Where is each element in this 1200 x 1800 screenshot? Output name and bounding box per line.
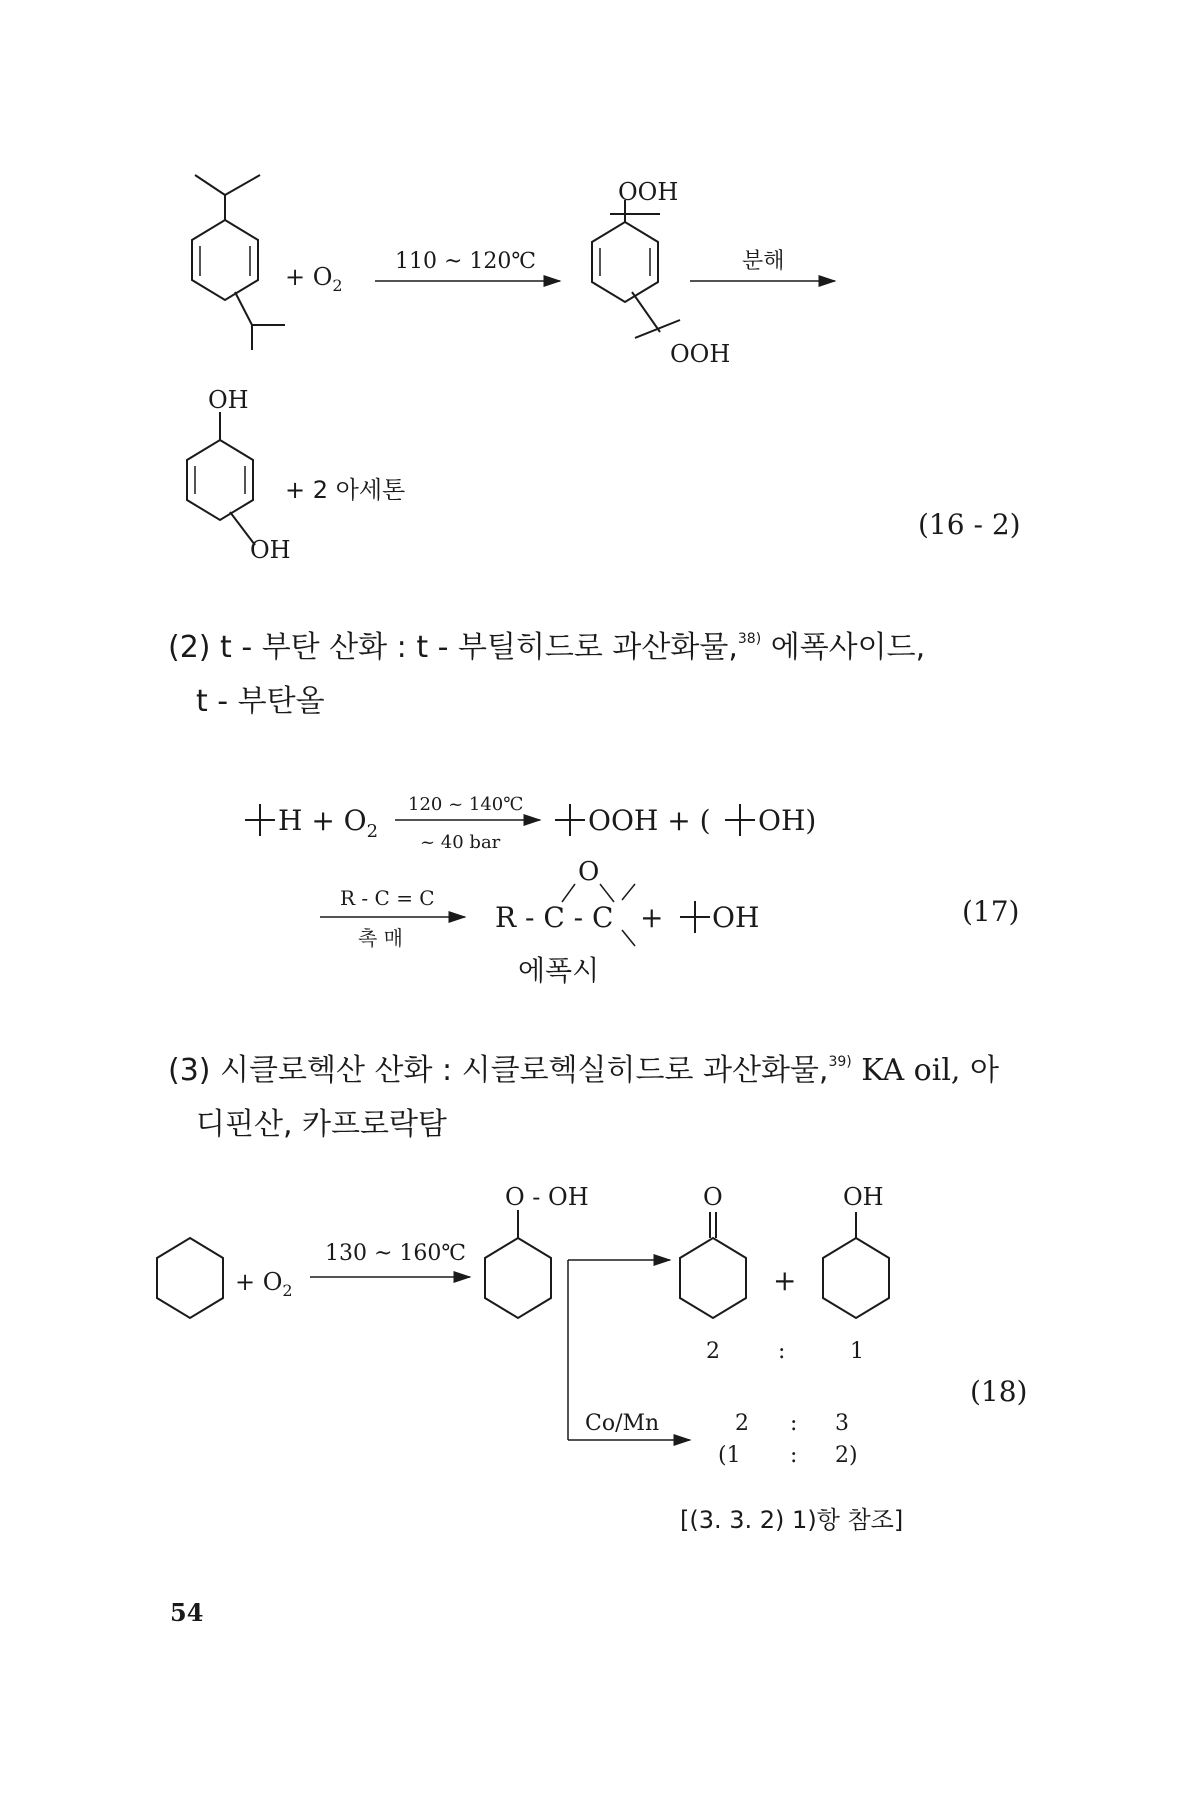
ratio3-b: 2) — [835, 1443, 858, 1468]
cyclohexanone-structure — [680, 1238, 746, 1318]
section-3-continuation: 디핀산, 카프로락탐 — [196, 1107, 447, 1142]
condition-17-bottom: ~ 40 bar — [420, 832, 501, 853]
section-3-label: (3) 시클로헥산 산화 : 시클로헥실히드로 과산화물, — [168, 1053, 829, 1088]
tbutanol-product: OH) — [758, 804, 817, 837]
ratio3-a: (1 — [718, 1443, 741, 1468]
dihydroperoxide-structure — [592, 200, 680, 338]
equation-number-16-2: (16 - 2) — [918, 508, 1021, 541]
epoxide-label: 에폭시 — [518, 954, 600, 987]
ratio2-colon: : — [790, 1411, 798, 1436]
cyclohexane-structure — [157, 1238, 223, 1318]
scheme-17 — [0, 780, 1200, 1020]
catalyst-label: Co/Mn — [585, 1411, 660, 1436]
ratio2-b: 3 — [835, 1411, 849, 1436]
tbutanol-17: OH — [712, 901, 760, 934]
plus-18: + — [773, 1264, 797, 1297]
cyclohexanol-structure — [823, 1238, 889, 1318]
page-number: 54 — [170, 1598, 204, 1627]
section-3-latin: KA oil, — [851, 1053, 961, 1088]
section-3-heading — [168, 1035, 1068, 1152]
ooh-bottom: OOH — [670, 340, 731, 368]
plus-17: + — [640, 901, 664, 934]
ooh-18: O - OH — [505, 1183, 589, 1211]
reagent-top: R - C = C — [340, 886, 435, 910]
equation-number-18: (18) — [970, 1375, 1028, 1408]
equation-number-17: (17) — [962, 895, 1020, 928]
oh-bottom: OH — [250, 536, 291, 564]
tbhp-product: OOH + ( — [588, 804, 711, 837]
ratio3-colon: : — [790, 1443, 798, 1468]
plus-o2: + $O_2$ — [285, 263, 343, 295]
cyclohexyl-hydroperoxide-structure — [485, 1238, 551, 1318]
tbutane-reactant: $H + O_2$ — [278, 804, 379, 842]
condition-16: 110 ~ 120℃ — [395, 249, 537, 274]
epoxide-formula: R - C - C — [495, 901, 614, 934]
reference-note: [(3. 3. 2) 1)항 참조] — [680, 1506, 904, 1534]
condition-17-top: 120 ~ 140℃ — [408, 794, 524, 815]
oh-top: OH — [208, 386, 249, 414]
section-2-label-tail: 에폭사이드, — [761, 630, 926, 665]
condition-18: 130 ~ 160℃ — [325, 1241, 467, 1266]
section-3-ref: 39) — [828, 1054, 852, 1070]
plus-o2-18: + $O_2$ — [235, 1268, 293, 1300]
section-2-label: (2) t - 부탄 산화 : t - 부틸히드로 과산화물, — [168, 630, 738, 665]
section-2-continuation: t - 부탄올 — [196, 684, 325, 719]
section-3-label-tail: 아 — [960, 1053, 999, 1088]
scheme-16-2 — [0, 0, 1200, 564]
ratio1-a: 2 — [706, 1339, 720, 1364]
ooh-top: OOH — [618, 178, 679, 206]
section-2-ref: 38) — [737, 631, 762, 647]
alcohol-oh: OH — [843, 1183, 884, 1211]
ratio2-a: 2 — [735, 1411, 749, 1436]
ratio1-colon: : — [778, 1339, 786, 1364]
diisopropylbenzene-structure — [192, 175, 285, 350]
acetone-label: + 2 아세톤 — [285, 476, 406, 504]
decomp-label: 분해 — [742, 249, 785, 274]
reagent-bottom: 촉 매 — [358, 926, 403, 950]
ketone-oxygen: O — [703, 1183, 723, 1211]
ratio1-b: 1 — [850, 1339, 864, 1364]
scheme-18 — [0, 1180, 1200, 1540]
dihydroxybenzene-structure — [187, 412, 255, 545]
section-2-heading — [168, 612, 1068, 729]
epoxide-oxygen: O — [578, 857, 600, 887]
